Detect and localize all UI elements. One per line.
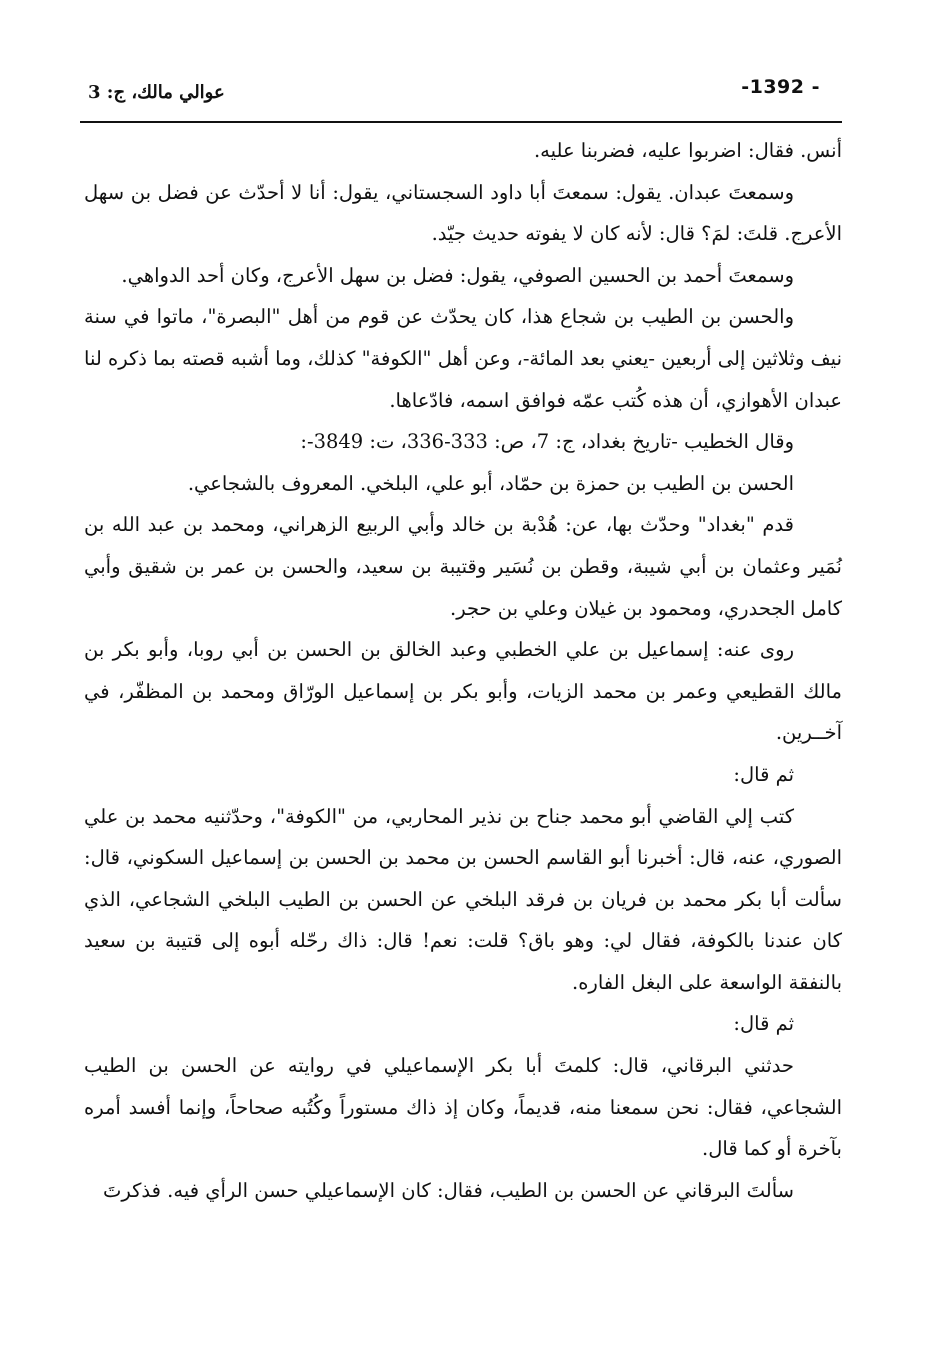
running-head: عوالي مالك، ج: 3 [88,82,225,103]
header-rule [80,121,842,123]
paragraph: قدم "بغداد" وحدّث بها، عن: هُدْبة بن خالد وأبي الربيع الزهراني، ومحمد بن عبد الله بن نُمَير وعثمان بن أبي شيبة، وقطن بن نُسَير وقتيبة بن سعيد، والحسن بن عمر بن شقيق وأبي كامل الجحدري، ومحمود بن غيلان وعلي بن حجر. [84,513,842,620]
page-number: -1392 - [741,76,820,98]
paragraph: وقال الخطيب -تاريخ بغداد، ج: 7، ص: 333-336، ت: 3849-: [300,430,794,454]
paragraph: روى عنه: إسماعيل بن علي الخطبي وعبد الخالق بن الحسن بن أبي روبا، وأبو بكر بن مالك القطيعي وعمر بن محمد الزيات، وأبو بكر بن إسماعيل الورّاق ومحمد بن المظفّر، في آخــرين. [84,638,842,745]
paragraph: سألتَ البرقاني عن الحسن بن الطيب، فقال: كان الإسماعيلي حسن الرأي فيه. فذكرتَ [103,1178,794,1202]
paragraph: كتب إلي القاضي أبو محمد جناح بن نذير المحاربي، من "الكوفة"، وحدّثنيه محمد بن علي الصوري، عنه، قال: أخبرنا أبو القاسم الحسن بن محمد بن الحسن بن إسماعيل السكوني، قال: سألت أبا بكر محمد بن فريان بن فرقد البلخي عن الحسن بن الطيب البلخي الشجاعي، الذي كان عندنا بالكوفة، فقال لي: وهو باق؟ قلت: نعم! قال: ذاك رحّله أبوه إلى قتيبة بن سعيد بالنفقة الواسعة على البغل الفاره. [84,804,842,994]
paragraph: وسمعتَ أحمد بن الحسين الصوفي، يقول: فضل بن سهل الأعرج، وكان أحد الدواهي. [121,263,794,287]
paragraph: والحسن بن الطيب بن شجاع هذا، كان يحدّث عن قوم من أهل "البصرة"، ماتوا في سنة نيف وثلاثين إلى أربعين -يعني بعد المائة-، وعن أهل "الكوفة" كذلك، وما أشبه قصته بما ذكره لنا عبدان الأهوازي، أن هذه كُتب عمّه فوافق اسمه، فادّعاها. [84,305,842,412]
paragraph: أنس. فقال: اضربوا عليه، فضربنا عليه. [533,139,842,162]
paragraph: ثم قال: [733,1012,794,1036]
paragraph: ثم قال: [733,762,794,786]
page-header [82,72,842,112]
paragraph: الحسن بن الطيب بن حمزة بن حمّاد، أبو علي، البلخي. المعروف بالشجاعي. [187,471,794,495]
body-text [84,130,842,1211]
paragraph: حدثني البرقاني، قال: كلمتَ أبا بكر الإسماعيلي في روايته عن الحسن بن الطيب الشجاعي، فقال: نحن سمعنا منه، قديماً، وكان إذ ذاك مستوراً وكُتُبه صحاحاً، وإنما أفسد أمره بآخرة أو كما قال. [84,1054,842,1161]
paragraph: وسمعتَ عبدان. يقول: سمعتَ أبا داود السجستاني، يقول: أنا لا أحدّث عن فضل بن سهل الأعرج. قلتَ: لمَ؟ قال: لأنه كان لا يفوته حديث جيّد. [84,180,842,246]
